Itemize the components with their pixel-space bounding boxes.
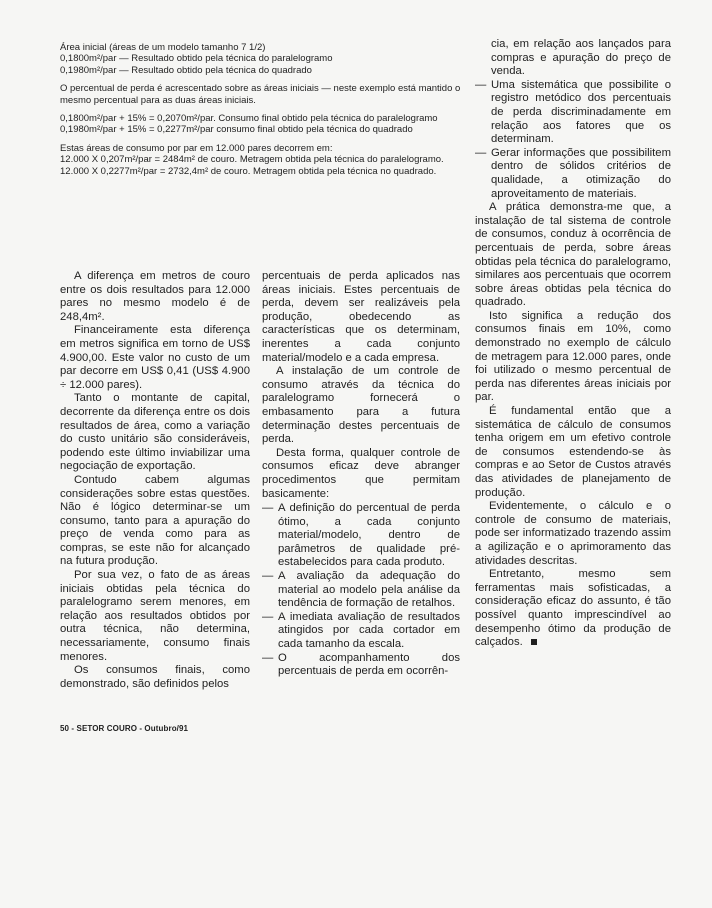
paragraph-text: Entretanto, mesmo sem ferramentas mais sofisticadas, a consideração eficaz do assunto, é tão possível quanto imprescindível ao desempenho ótimo da produção de calçados.	[475, 568, 671, 649]
paragraph: Os consumos finais, como demonstrado, são definidos pelos	[60, 664, 250, 690]
total-consumption-intro: Estas áreas de consumo por par em 12.000 pares decorrem em:	[60, 142, 333, 154]
dash-marker: —	[262, 651, 274, 664]
list-item-text: A imediata avaliação de resultados atingidos por cada cortador em cada tamanho da escala.	[278, 610, 460, 651]
paragraph: Evidentemente, o cálculo e o controle de consumo de materiais, pode ser informatizado trazendo assim a agilização e o aprimoramento das atividades descritas.	[475, 500, 671, 567]
list-item	[262, 652, 460, 679]
paragraph: A diferença em metros de couro entre os dois resultados para 12.000 pares no mesmo modelo é de 248,4m².	[60, 270, 250, 323]
initial-area-heading: Área inicial (áreas de um modelo tamanho 7 1/2)	[60, 42, 266, 53]
total-consumption-paralelogramo: 12.000 X 0,207m²/par = 2484m² de couro. Metragem obtida pela técnica do paralelogramo.	[60, 154, 444, 166]
paragraph: A prática demonstra-me que, a instalação de tal sistema de controle de consumos, conduz à ocorrência de percentuais de perda, sobre áreas obtidas pela técnica do paralelogramo, similares aos percentuais que ocorrem sobre áreas obtidas pela técnica do quadrado.	[475, 201, 671, 309]
final-consumption-block	[60, 113, 480, 136]
dash-marker: —	[475, 78, 487, 91]
dash-marker: —	[262, 502, 274, 515]
list-item-text: Uma sistemática que possibilite o registro metódico dos percentuais de perda discriminadamente em relação aos fatores que os determinam.	[491, 78, 671, 146]
text-column-3	[475, 38, 671, 650]
paragraph: Por sua vez, o fato de as áreas iniciais obtidas pela técnica do paralelogramo serem menores, em relação aos resultados obtidos por outra técnica, não determina, necessariamente, consumo finais menores.	[60, 569, 250, 663]
text-column-2	[262, 270, 460, 679]
initial-area-quadrado: 0,1980m²/par — Resultado obtido pela técnica do quadrado	[60, 64, 312, 76]
paragraph: É fundamental então que a sistemática de cálculo de consumos tenha origem em um efetivo controle de consumos estendendo-se às compras e ao Setor de Custos através das atividades de planejamento de produção.	[475, 405, 671, 499]
list-item	[262, 502, 460, 570]
initial-area-block	[60, 42, 480, 76]
paragraph: percentuais de perda aplicados nas áreas iniciais. Estes percentuais de perda, devem ser realizáveis pela produção, obedecendo as características que os determinam, inerentes a cada conjunto material/modelo e a cada empresa.	[262, 270, 460, 364]
paragraph: Isto significa a redução dos consumos finais em 10%, como demonstrado no exemplo de cálculo de metragem para 12.000 pares, onde foi utilizado o mesmo percentual de perda nas diferentes áreas iniciais por par.	[475, 309, 671, 404]
dash-marker: —	[475, 146, 487, 159]
paragraph: Financeiramente esta diferença em metros significa em torno de US$ 4.900,00. Este valor no custo de um par decorre em US$ 0,41 (US$ 4.900 ÷ 12.000 pares).	[60, 324, 250, 391]
list-item	[262, 611, 460, 652]
list-item-text: Gerar informações que possibilitem dentro de sólidos critérios de qualidade, a otimização do aproveitamento de materiais.	[491, 146, 671, 200]
paragraph: Desta forma, qualquer controle de consumos eficaz deve abranger procedimentos que permitam basicamente:	[262, 446, 460, 500]
page-footer: 50 - SETOR COURO - Outubro/91	[60, 724, 189, 733]
end-of-article-mark	[531, 639, 537, 645]
list-item	[262, 570, 460, 611]
paragraph: Contudo cabem algumas considerações sobre estas questões. Não é lógico determinar-se um consumo, tanto para a apuração do preço de venda como para as compras, se este não for alcançado na futura produção.	[60, 473, 250, 568]
dash-marker: —	[262, 570, 274, 583]
list-item-text: A definição do percentual de perda ótimo, a cada conjunto material/modelo, dentro de parâmetros de qualidade pré-estabelecidos para cada produto.	[278, 502, 460, 569]
list-item-text: O acompanhamento dos percentuais de perda em ocorrên-	[278, 651, 460, 678]
final-consumption-paralelogramo: 0,1800m²/par + 15% = 0,2070m²/par. Consumo final obtido pela técnica do paralelogramo	[60, 113, 438, 125]
list-item	[475, 147, 671, 201]
final-consumption-quadrado: 0,1980m²/par + 15% = 0,2277m²/par consumo final obtido pela técnica do quadrado	[60, 124, 413, 136]
paragraph	[475, 568, 671, 650]
paragraph: A instalação de um controle de consumo através da técnica do paralelogramo fornecerá o embasamento para a futura determinação destes percentuais de perda.	[262, 365, 460, 446]
list-item	[475, 79, 671, 147]
total-consumption-quadrado: 12.000 X 0,2277m²/par = 2732,4m² de couro. Metragem obtida pela técnica no quadrado.	[60, 165, 437, 177]
calculation-example-box	[60, 42, 480, 184]
initial-area-paralelogramo: 0,1800m²/par — Resultado obtido pela técnica do paralelogramo	[60, 53, 333, 65]
loss-percentage-note: O percentual de perda é acrescentado sobre as áreas iniciais — neste exemplo está mantido o mesmo percentual para as duas áreas iniciais.	[60, 83, 461, 106]
paragraph: cia, em relação aos lançados para compras e apuração do preço de venda.	[491, 38, 671, 78]
dash-marker: —	[262, 610, 274, 623]
total-consumption-block	[60, 143, 480, 177]
list-item-text: A avaliação da adequação do material ao modelo pela análise da tendência de formação de retalhos.	[278, 570, 460, 610]
paragraph: Tanto o montante de capital, decorrente da diferença entre os dois resultados de área, como a variação do custo unitário são consideráveis, podendo este último inviabilizar uma negociação de exportação.	[60, 392, 250, 473]
text-column-1	[60, 270, 250, 691]
